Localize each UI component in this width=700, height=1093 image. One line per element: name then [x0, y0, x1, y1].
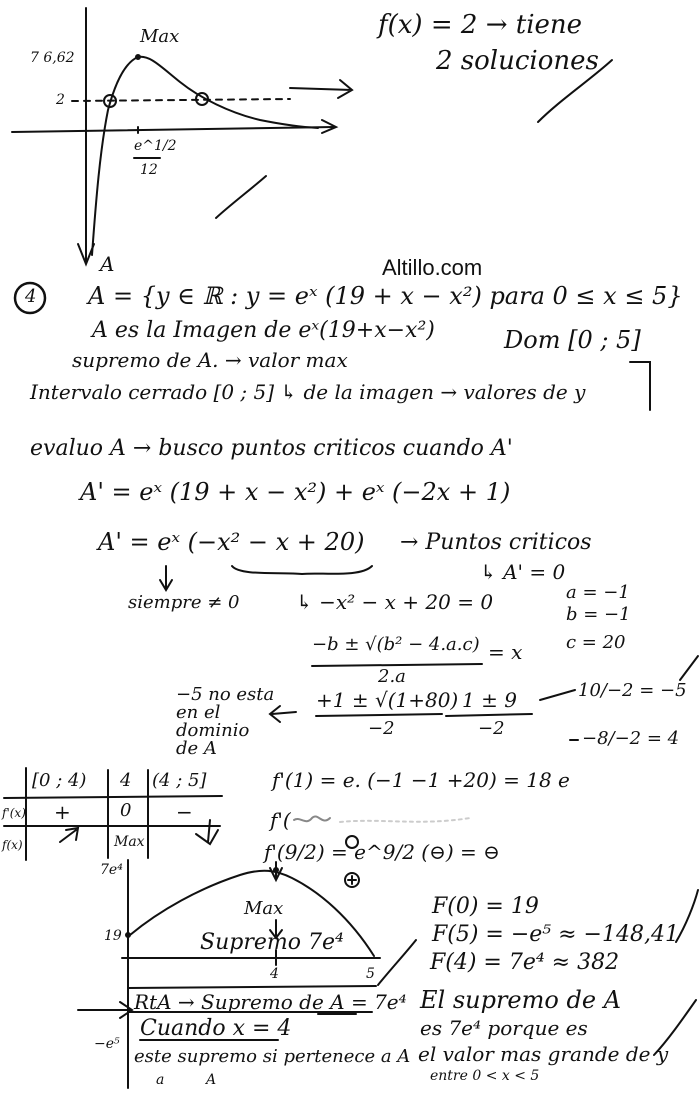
bottom-graph-x5: 5: [366, 966, 375, 982]
sign-table-row1-label: f'(x): [2, 806, 26, 820]
sign-table-row2-cell-2: Max: [114, 834, 145, 850]
sign-table-header-1: [0 ; 4): [32, 770, 87, 791]
coef-b: b = −1: [566, 604, 631, 625]
top-graph-y-marker: 7 6,62: [30, 50, 75, 66]
derivative-1: A' = eˣ (19 + x − x²) + eˣ (−2x + 1): [80, 478, 511, 506]
sign-table-header-2: 4: [120, 770, 132, 791]
top-graph-max-dot: [136, 55, 140, 59]
value-f0: F(0) = 19: [432, 894, 539, 919]
top-note-line-1: f(x) = 2 → tiene: [378, 10, 583, 40]
bottom-graph-max-label: Max: [244, 898, 284, 919]
quadratic-equals-x: = x: [488, 640, 523, 664]
solution-numerator: +1 ± √(1+80): [316, 688, 459, 712]
top-note-line-2: 2 soluciones: [436, 46, 599, 76]
bottom-graph-x4: 4: [270, 966, 279, 982]
sign-table-row2-label: f(x): [2, 838, 23, 852]
quadratic-numerator: −b ± √(b² − 4.a.c): [312, 634, 480, 655]
circled-plus: [346, 873, 356, 887]
answer-a-label: a: [156, 1072, 165, 1088]
top-right-arrow: [290, 80, 352, 98]
sign-table-hline-1: [4, 796, 222, 798]
bottom-graph-y-top: 7e⁴: [100, 862, 123, 878]
conclusion-line-1: El supremo de A: [420, 986, 621, 1014]
top-graph-x-marker-den: 12: [140, 162, 158, 178]
interval-line: Intervalo cerrado [0 ; 5] ↳ de la imagen → valores de y: [30, 380, 586, 404]
root-1: 10/−2 = −5: [578, 680, 687, 701]
set-definition: A = {y ∈ ℝ : y = eˣ (19 + x − x²) para 0 ≤ x ≤ 5}: [88, 282, 683, 310]
quadratic-equation: ↳ −x² − x + 20 = 0: [296, 590, 494, 614]
top-graph-two-label: 2: [56, 92, 65, 108]
a-prime-zero: ↳ A' = 0: [480, 560, 566, 584]
answer-pertenece: este supremo si pertenece a A: [134, 1046, 411, 1067]
conclusion-line-2: es 7e⁴ porque es: [420, 1016, 588, 1040]
check-f3: f'(9/2) = e^9/2 (⊖) = ⊖: [264, 840, 500, 864]
root-2: −8/−2 = 4: [582, 728, 680, 749]
evaluo-line: evaluo A → busco puntos criticos cuando A': [30, 436, 513, 461]
answer-rta: RtA → Supremo de A = 7e⁴: [134, 990, 407, 1014]
conclusion-line-3: el valor mas grande de y: [418, 1042, 669, 1066]
top-graph-max-label: Max: [140, 26, 180, 47]
sign-table-row2-cell-3: [176, 830, 193, 854]
puntos-criticos: → Puntos criticos: [400, 530, 592, 555]
supremo-line: supremo de A. → valor max: [72, 348, 348, 372]
sign-table-row2-cell-1: [48, 830, 65, 854]
siempre-label: siempre ≠ 0: [128, 592, 240, 613]
value-f4: F(4) = 7e⁴ ≈ 382: [430, 950, 620, 975]
sign-table-header-3: (4 ; 5]: [152, 770, 207, 791]
sign-table-row1-cell-2: 0: [120, 800, 132, 821]
top-graph-x-marker-num: e^1/2: [134, 138, 177, 154]
top-graph-axis-label: A: [100, 252, 115, 276]
solution-mid-numerator: 1 ± 9: [462, 688, 517, 712]
not-in-domain-note: −5 no esta en el dominio de A: [176, 684, 275, 759]
top-check-1: [216, 176, 266, 218]
image-line: A es la Imagen de eˣ(19+x−x²): [92, 318, 435, 343]
underbrace: [232, 566, 372, 574]
bottom-graph-y-neg: −e⁵: [94, 1036, 120, 1052]
value-f5: F(5) = −e⁵ ≈ −148,41: [432, 922, 679, 947]
top-graph-x-axis: [12, 127, 334, 132]
bottom-graph-supremo: Supremo 7e⁴: [200, 930, 344, 955]
problem-number: 4: [25, 286, 37, 307]
coef-a: a = −1: [566, 582, 630, 603]
solution-mid-denominator: −2: [478, 718, 505, 739]
quadratic-denominator: 2.a: [378, 666, 406, 687]
conclusion-line-4: entre 0 < x < 5: [430, 1068, 540, 1084]
sign-table-row1-cell-3: −: [176, 800, 193, 824]
coef-c: c = 20: [566, 632, 626, 653]
bottom-graph-y-19: 19: [104, 928, 122, 944]
check-f2: f'(: [270, 808, 291, 832]
solution-denominator: −2: [368, 718, 395, 739]
check-f1: f'(1) = e. (−1 −1 +20) = 18 e: [272, 768, 570, 792]
answer-A-label: A: [206, 1072, 217, 1088]
derivative-2: A' = eˣ (−x² − x + 20): [98, 528, 365, 556]
sign-table-row1-cell-1: +: [54, 800, 71, 824]
top-graph-curve: [92, 57, 318, 255]
answer-cuando: Cuando x = 4: [140, 1016, 292, 1041]
watermark: Altillo.com: [382, 255, 483, 280]
domain-label: Dom [0 ; 5]: [504, 326, 641, 354]
